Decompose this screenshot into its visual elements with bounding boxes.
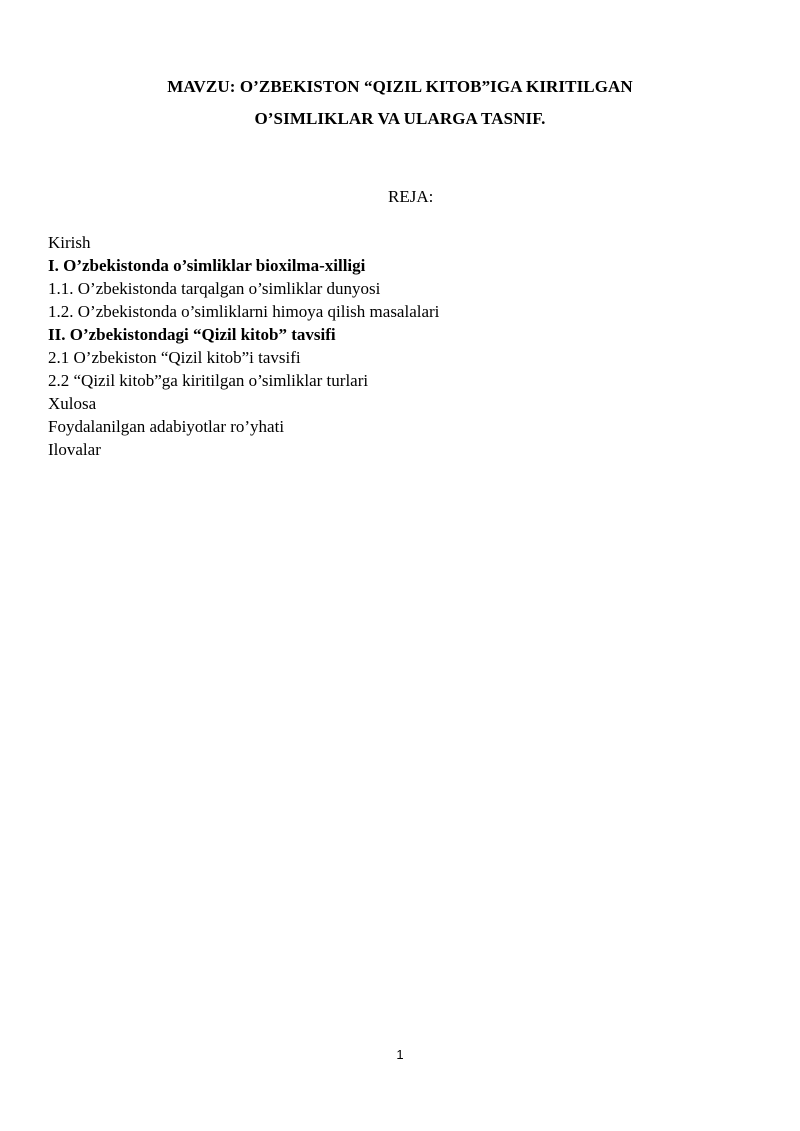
toc-item-chapter-2: II. O’zbekistondagi “Qizil kitob” tavsifi xyxy=(48,325,336,344)
toc-item-conclusion: Xulosa xyxy=(48,394,97,413)
toc-item-chapter-1: I. O’zbekistonda o’simliklar bioxilma-xilligi xyxy=(48,256,366,275)
title-line-1: MAVZU: O’ZBEKISTON “QIZIL KITOB”IGA KIRITILGAN xyxy=(167,77,633,96)
toc-item-appendices: Ilovalar xyxy=(48,440,101,459)
toc-item-section-1-1: 1.1. O’zbekistonda tarqalgan o’simliklar dunyosi xyxy=(48,279,381,298)
toc-item-references: Foydalanilgan adabiyotlar ro’yhati xyxy=(48,417,285,436)
plan-heading: REJA: xyxy=(388,187,434,206)
toc-item-section-2-1: 2.1 O’zbekiston “Qizil kitob”i tavsifi xyxy=(48,348,301,367)
toc-item-introduction: Kirish xyxy=(48,233,91,252)
toc-item-section-1-2: 1.2. O’zbekistonda o’simliklarni himoya qilish masalalari xyxy=(48,302,440,321)
title-line-2: O’SIMLIKLAR VA ULARGA TASNIF. xyxy=(254,109,546,128)
table-of-contents xyxy=(48,231,439,461)
toc-item-section-2-2: 2.2 “Qizil kitob”ga kiritilgan o’simliklar turlari xyxy=(48,371,369,390)
page-number: 1 xyxy=(396,1047,404,1062)
